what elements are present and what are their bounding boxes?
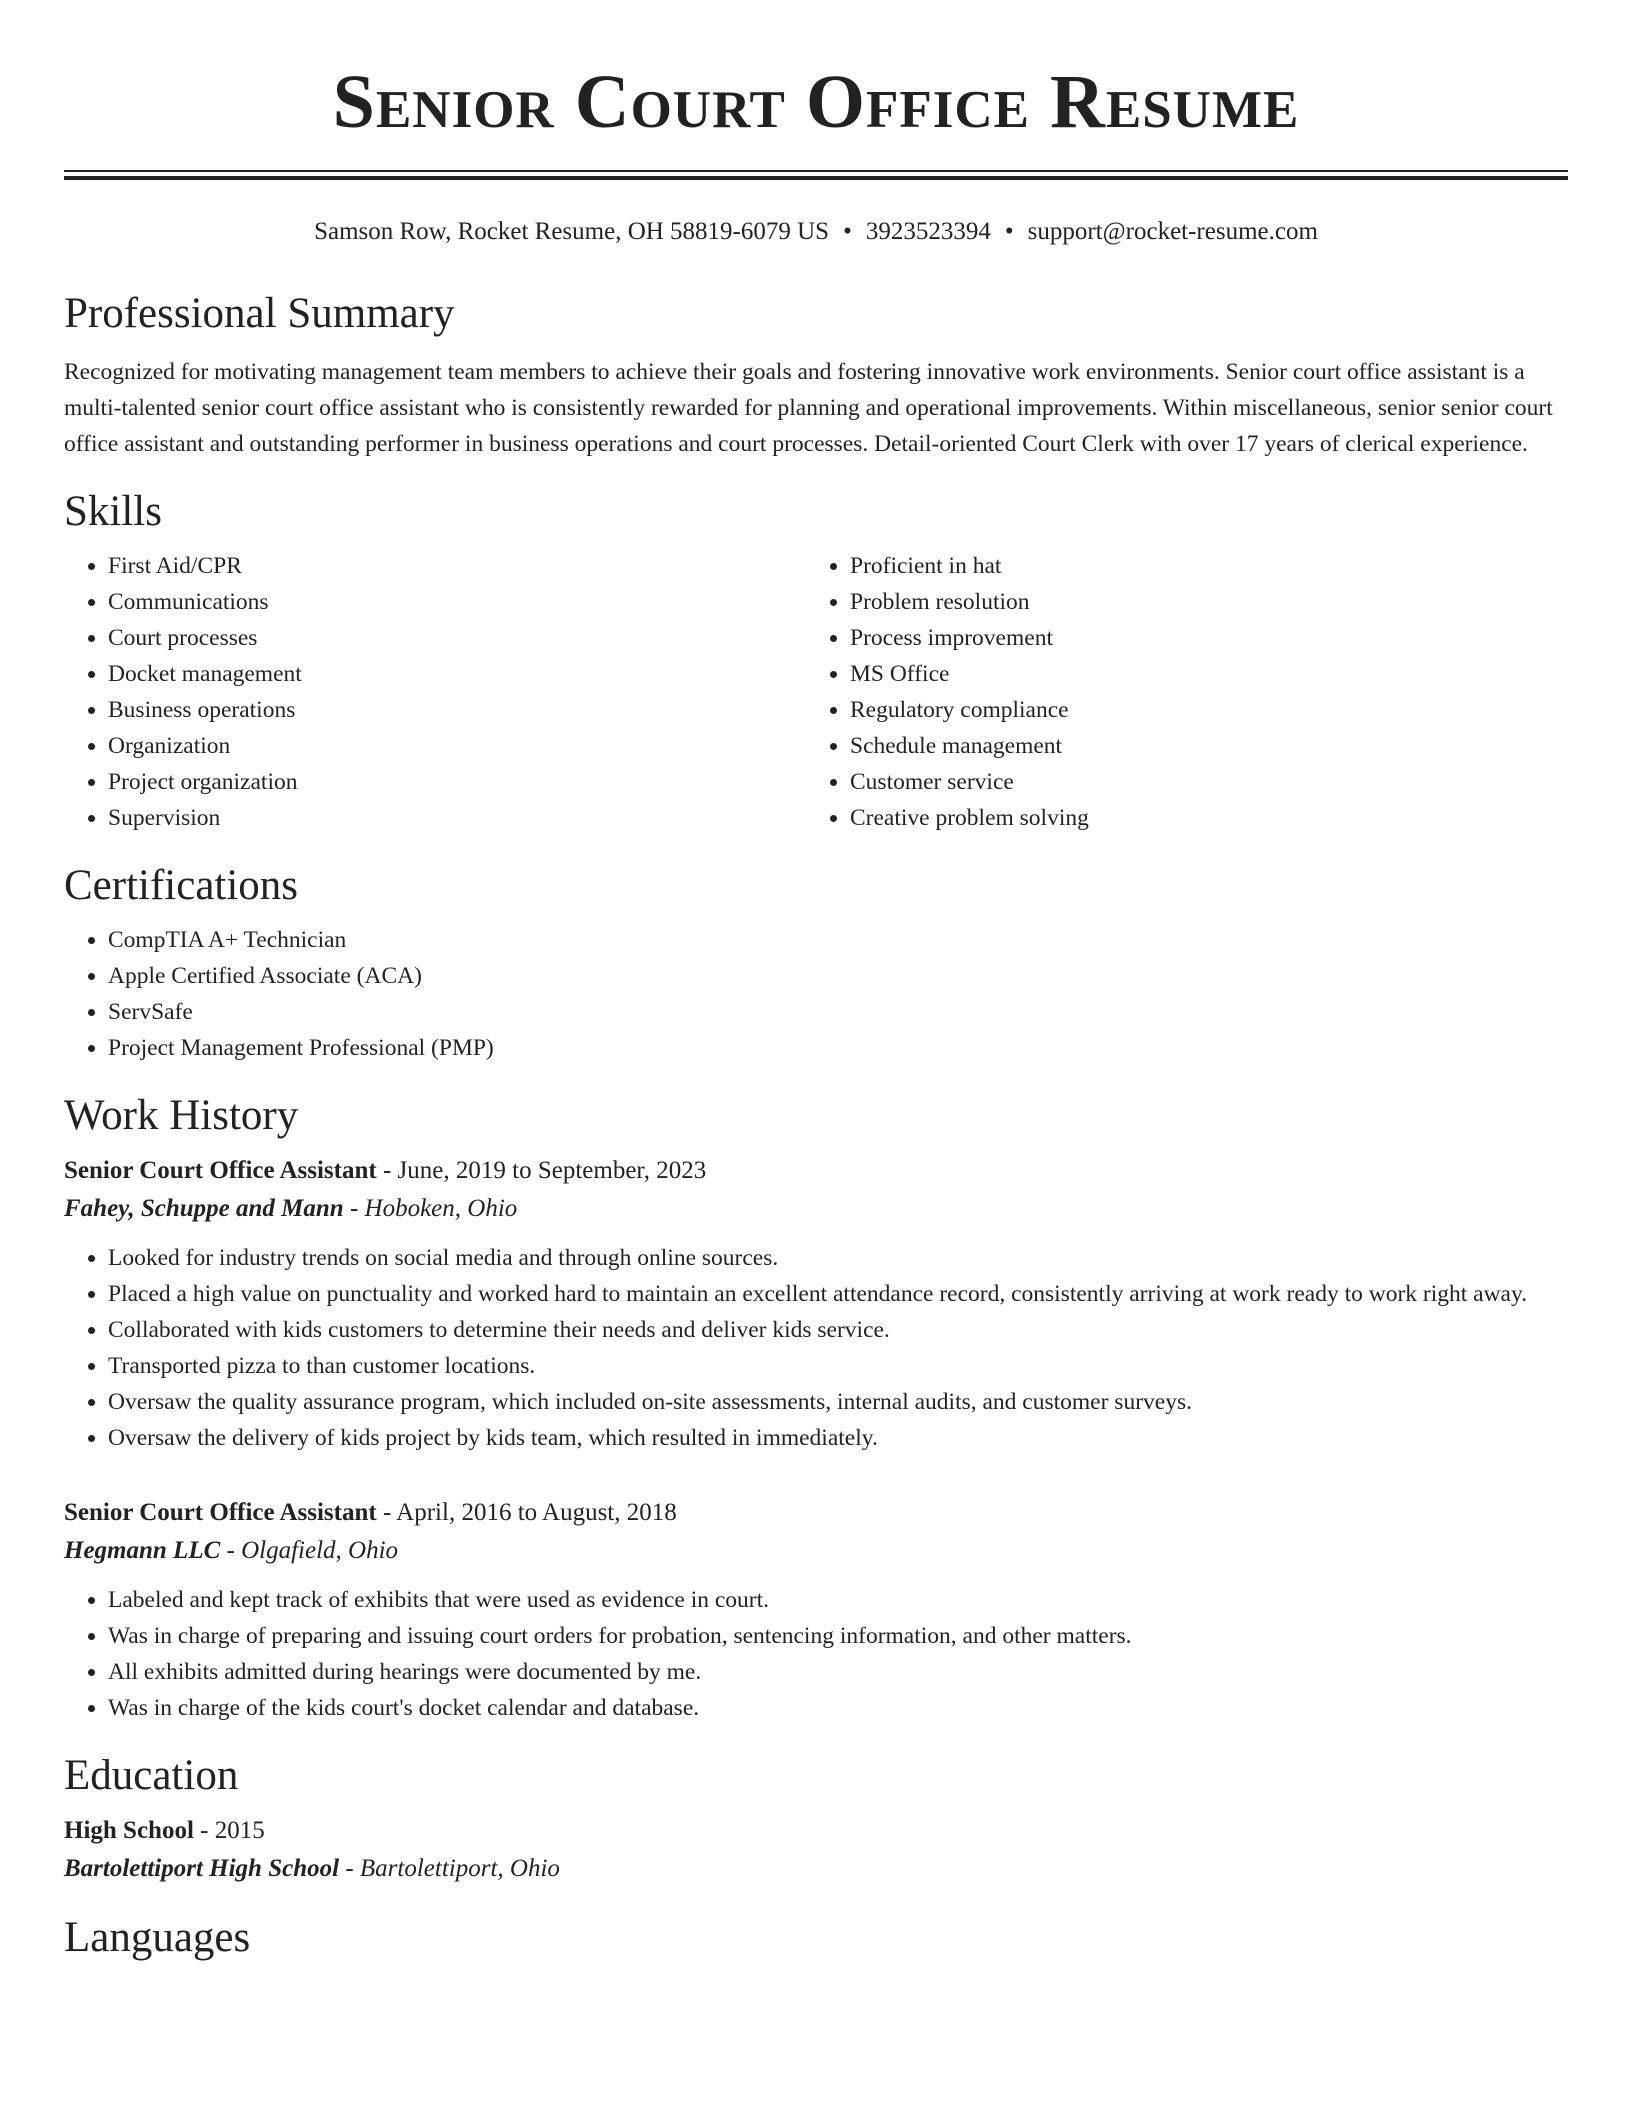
school-name: Bartolettiport High School bbox=[64, 1855, 340, 1882]
contact-address: Samson Row, Rocket Resume, OH 58819-6079 US bbox=[314, 218, 830, 245]
summary-heading: Professional Summary bbox=[64, 290, 455, 337]
contact-line bbox=[64, 214, 1568, 250]
job-bullet: • Was in charge of preparing and issuing court orders for probation, sentencing information, and other matters. bbox=[108, 1618, 1568, 1654]
skill-item: • Project organization bbox=[108, 764, 806, 800]
job-bullet: • All exhibits admitted during hearings were documented by me. bbox=[108, 1654, 1568, 1690]
job-title-line bbox=[64, 1494, 1568, 1532]
contact-separator: • bbox=[1004, 218, 1014, 245]
degree-year: - 2015 bbox=[193, 1817, 265, 1844]
skill-item: • Court processes bbox=[108, 620, 806, 656]
contact-email: support@rocket-resume.com bbox=[1027, 218, 1318, 245]
skills-list-right bbox=[806, 548, 1548, 836]
work-history-heading: Work History bbox=[64, 1092, 299, 1139]
skill-item: • Communications bbox=[108, 584, 806, 620]
skill-item: • Regulatory compliance bbox=[850, 692, 1548, 728]
contact-phone: 3923523394 bbox=[865, 218, 991, 245]
school-line bbox=[64, 1850, 1568, 1888]
job-bullet: • Was in charge of the kids court's docket calendar and database. bbox=[108, 1690, 1568, 1726]
job-title: Senior Court Office Assistant bbox=[64, 1157, 377, 1184]
page-title: Senior Court Office Resume bbox=[332, 60, 1300, 144]
skill-item: • Docket management bbox=[108, 656, 806, 692]
job-bullets bbox=[64, 1240, 1568, 1456]
skill-item: • First Aid/CPR bbox=[108, 548, 806, 584]
education-heading: Education bbox=[64, 1752, 239, 1799]
certification-item: • Project Management Professional (PMP) bbox=[108, 1030, 1568, 1066]
company-location: - Olgafield, Ohio bbox=[220, 1537, 399, 1564]
certifications-section bbox=[64, 860, 1568, 1066]
company-location: - Hoboken, Ohio bbox=[343, 1195, 518, 1222]
skills-list-left bbox=[64, 548, 806, 836]
languages-heading: Languages bbox=[64, 1914, 251, 1961]
job-bullet: • Looked for industry trends on social media and through online sources. bbox=[108, 1240, 1568, 1276]
job-dates: - June, 2019 to September, 2023 bbox=[376, 1157, 707, 1184]
job-dates: - April, 2016 to August, 2018 bbox=[376, 1499, 677, 1526]
contact-separator: • bbox=[843, 218, 852, 245]
work-history-section bbox=[64, 1090, 1568, 1726]
skill-item: • Schedule management bbox=[850, 728, 1548, 764]
company-name: Hegmann LLC bbox=[64, 1537, 221, 1564]
title-divider bbox=[64, 170, 1568, 180]
skill-item: • Business operations bbox=[108, 692, 806, 728]
job-bullet: • Transported pizza to than customer locations. bbox=[108, 1348, 1568, 1384]
job-entry bbox=[64, 1152, 1568, 1456]
company-line bbox=[64, 1190, 1568, 1228]
skill-item: • Customer service bbox=[850, 764, 1548, 800]
skill-item: • Supervision bbox=[108, 800, 806, 836]
job-entry bbox=[64, 1494, 1568, 1726]
education-section bbox=[64, 1750, 1568, 1888]
summary-section bbox=[64, 288, 1568, 462]
certification-item: • CompTIA A+ Technician bbox=[108, 922, 1568, 958]
certifications-list bbox=[64, 922, 1568, 1066]
job-bullet: • Labeled and kept track of exhibits that were used as evidence in court. bbox=[108, 1582, 1568, 1618]
company-name: Fahey, Schuppe and Mann bbox=[64, 1195, 344, 1222]
certifications-heading: Certifications bbox=[64, 862, 299, 909]
skill-item: • Proficient in hat bbox=[850, 548, 1548, 584]
skills-columns bbox=[64, 548, 1568, 836]
skills-section bbox=[64, 486, 1568, 836]
certification-item: • ServSafe bbox=[108, 994, 1568, 1030]
skill-item: • MS Office bbox=[850, 656, 1548, 692]
school-location: - Bartolettiport, Ohio bbox=[339, 1855, 560, 1882]
job-bullet: • Oversaw the quality assurance program, which included on-site assessments, internal audits, and customer surveys. bbox=[108, 1384, 1568, 1420]
skill-item: • Organization bbox=[108, 728, 806, 764]
job-bullets bbox=[64, 1582, 1568, 1726]
job-bullet: • Oversaw the delivery of kids project by kids team, which resulted in immediately. bbox=[108, 1420, 1568, 1456]
languages-section bbox=[64, 1912, 1568, 1964]
job-title: Senior Court Office Assistant bbox=[64, 1499, 377, 1526]
certification-item: • Apple Certified Associate (ACA) bbox=[108, 958, 1568, 994]
degree-name: High School bbox=[64, 1817, 194, 1844]
skills-heading: Skills bbox=[64, 488, 162, 535]
job-title-line bbox=[64, 1152, 1568, 1190]
degree-line bbox=[64, 1812, 1568, 1850]
summary-text: Recognized for motivating management team members to achieve their goals and fostering innovative work environments. Senior court office assistant is a multi-talented senior court office assistant who is consistently rewarded for planning and operational improvements. Within miscellaneous, senior senior court office assistant and outstanding performer in business operations and court processes. Detail-oriented Court Clerk with over 17 years of clerical experience. bbox=[64, 359, 1553, 457]
skill-item: • Process improvement bbox=[850, 620, 1548, 656]
job-bullet: • Placed a high value on punctuality and worked hard to maintain an excellent attendance record, consistently arriving at work ready to work right away. bbox=[108, 1276, 1568, 1312]
job-bullet: • Collaborated with kids customers to determine their needs and deliver kids service. bbox=[108, 1312, 1568, 1348]
company-line bbox=[64, 1532, 1568, 1570]
skill-item: • Problem resolution bbox=[850, 584, 1548, 620]
skill-item: • Creative problem solving bbox=[850, 800, 1548, 836]
